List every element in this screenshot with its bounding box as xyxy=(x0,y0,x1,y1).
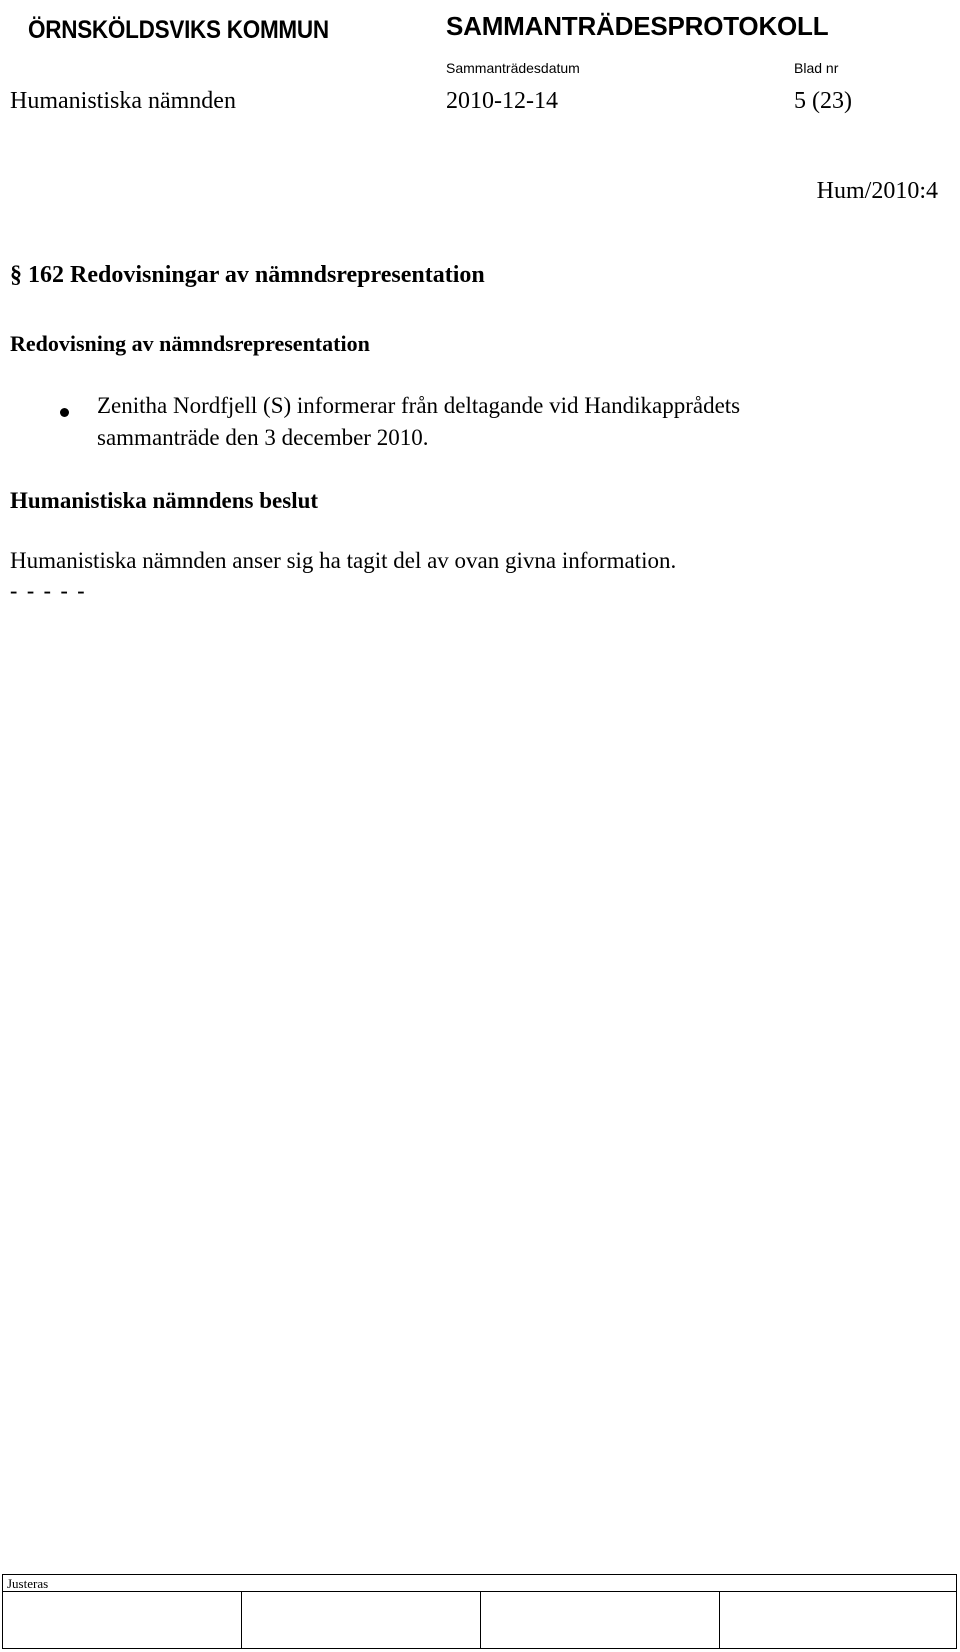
section-heading: § 162 Redovisningar av nämndsrepresentation xyxy=(10,262,485,288)
page-label: Blad nr xyxy=(794,60,839,76)
case-number: Hum/2010:4 xyxy=(816,178,938,204)
signature-cell-divider xyxy=(241,1591,242,1648)
meeting-date: 2010-12-14 xyxy=(446,88,558,114)
justeras-label: Justeras xyxy=(7,1576,49,1591)
logo-text: ÖRNSKÖLDSVIKS KOMMUN xyxy=(28,15,329,44)
committee-name: Humanistiska nämnden xyxy=(10,88,236,114)
bullet-icon xyxy=(60,408,69,417)
date-label: Sammanträdesdatum xyxy=(446,60,580,76)
municipality-logo xyxy=(22,8,329,52)
decision-heading: Humanistiska nämndens beslut xyxy=(10,488,319,513)
signature-cell-divider xyxy=(719,1591,720,1648)
signature-cell-divider xyxy=(480,1591,481,1648)
section-subheading: Redovisning av nämndsrepresentation xyxy=(10,331,370,356)
bullet-text-line-2: sammanträde den 3 december 2010. xyxy=(97,425,429,450)
bullet-text-line-1: Zenitha Nordfjell (S) informerar från deltagande vid Handikapprådets xyxy=(97,393,741,418)
justeras-signature-table xyxy=(2,1574,957,1649)
document-type-title: SAMMANTRÄDESPROTOKOLL xyxy=(446,11,829,41)
decision-text: Humanistiska nämnden anser sig ha tagit del av ovan givna information. xyxy=(10,548,677,573)
end-marker: - - - - - xyxy=(10,578,87,603)
page-number: 5 (23) xyxy=(794,88,852,114)
